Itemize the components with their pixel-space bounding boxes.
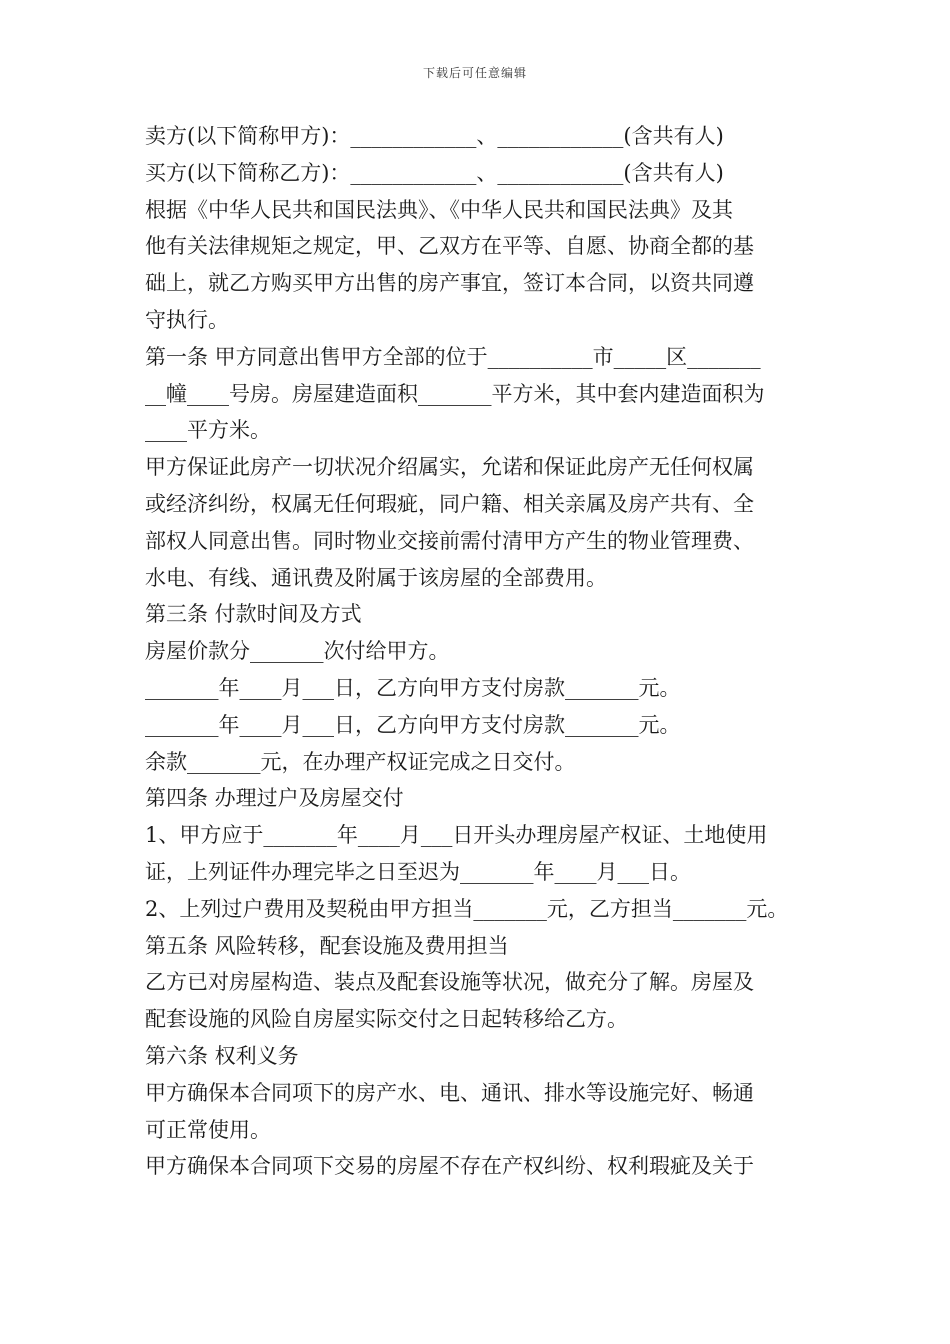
- article-1-line: 第一条 甲方同意出售甲方全部的位于__________市_____区_______: [145, 344, 761, 369]
- page-header: 下载后可任意编辑: [422, 66, 527, 80]
- contract-body: [145, 118, 825, 1185]
- transfer-line: 2、上列过户费用及契税由甲方担当_______元，乙方担当_______元。: [145, 896, 789, 921]
- preamble-line: 础上，就乙方购买甲方出售的房产事宜，签订本合同，以资共同遵: [145, 271, 754, 296]
- preamble-line: 守执行。: [145, 307, 229, 332]
- buyer-line: 买方(以下简称乙方)：____________、____________(含共有人): [145, 160, 724, 185]
- payment-line: _______年____月___日，乙方向甲方支付房款_______元。: [145, 712, 681, 737]
- article-3-heading: 第三条 付款时间及方式: [145, 602, 362, 627]
- rights-line: 甲方确保本合同项下交易的房屋不存在产权纠纷、权利瑕疵及关于: [145, 1154, 754, 1179]
- risk-line: 配套设施的风险自房屋实际交付之日起转移给乙方。: [145, 1007, 628, 1032]
- seller-line: 卖方(以下简称甲方)：____________、____________(含共有人): [145, 124, 724, 148]
- preamble-line: 他有关法律规矩之规定，甲、乙双方在平等、自愿、协商全都的基: [145, 234, 754, 259]
- rights-line: 可正常使用。: [145, 1117, 271, 1142]
- article-4-heading: 第四条 办理过户及房屋交付: [145, 786, 404, 811]
- guarantee-line: 甲方保证此房产一切状况介绍属实，允诺和保证此房产无任何权属: [145, 455, 754, 480]
- payment-line: 房屋价款分_______次付给甲方。: [145, 639, 450, 664]
- payment-line: _______年____月___日，乙方向甲方支付房款_______元。: [145, 675, 681, 700]
- payment-line: 余款_______元，在办理产权证完成之日交付。: [145, 749, 576, 774]
- transfer-line: 证，上列证件办理完毕之日至迟为_______年____月___日。: [145, 859, 691, 884]
- risk-line: 乙方已对房屋构造、装点及配套设施等状况，做充分了解。房屋及: [145, 970, 754, 995]
- transfer-line: 1、甲方应于_______年____月___日开头办理房屋产权证、土地使用: [145, 823, 768, 848]
- guarantee-line: 部权人同意出售。同时物业交接前需付清甲方产生的物业管理费、: [145, 528, 754, 553]
- article-1-line: __幢____号房。房屋建造面积_______平方米，其中套内建造面积为: [145, 381, 765, 406]
- article-5-heading: 第五条 风险转移，配套设施及费用担当: [145, 933, 509, 958]
- guarantee-line: 水电、有线、通讯费及附属于该房屋的全部费用。: [145, 565, 607, 590]
- preamble-line: 根据《中华人民共和国民法典》、《中华人民共和国民法典》及其: [145, 197, 733, 222]
- guarantee-line: 或经济纠纷，权属无任何瑕疵，同户籍、相关亲属及房产共有、全: [145, 491, 754, 516]
- rights-line: 甲方确保本合同项下的房产水、电、通讯、排水等设施完好、畅通: [145, 1080, 754, 1105]
- article-6-heading: 第六条 权利义务: [145, 1043, 299, 1068]
- article-1-line: ____平方米。: [145, 418, 271, 443]
